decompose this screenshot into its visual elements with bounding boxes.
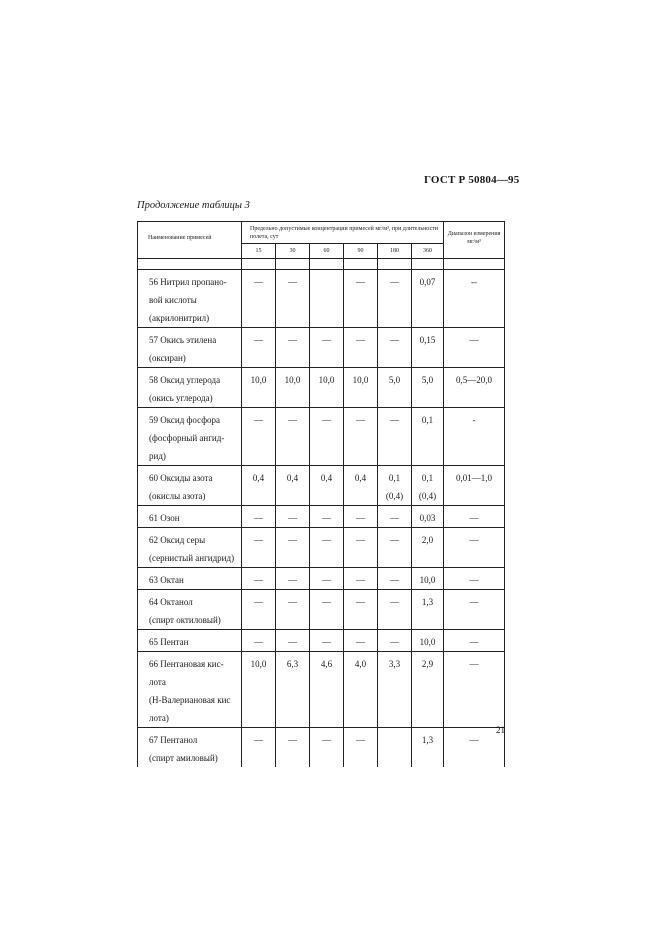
concentration-cell xyxy=(276,328,310,368)
concentration-cell xyxy=(378,270,412,328)
impurity-name-line: 58 Оксид углерода xyxy=(149,375,221,385)
document-code: ГОСТ Р 50804—95 xyxy=(424,174,520,186)
concentration-value: 0,1 xyxy=(421,415,434,425)
range-value: - xyxy=(472,415,476,425)
range-value: — xyxy=(469,597,479,607)
concentration-cell xyxy=(344,466,378,506)
concentration-cell xyxy=(276,630,310,652)
concentration-cell xyxy=(242,466,276,506)
concentration-cell xyxy=(276,652,310,728)
table-row xyxy=(138,328,505,368)
concentration-value: 0,4 xyxy=(252,473,265,483)
concentration-value: — xyxy=(288,637,297,647)
impurity-name-line: 57 Окись этилена xyxy=(149,335,217,345)
concentration-value: — xyxy=(356,735,365,745)
range-value: — xyxy=(469,659,479,669)
range-value: — xyxy=(469,735,479,745)
impurity-name-cell xyxy=(138,630,242,652)
concentration-value: — xyxy=(288,575,297,585)
impurity-name-cell xyxy=(138,652,242,728)
concentration-cell xyxy=(344,528,378,568)
concentration-cell xyxy=(242,652,276,728)
day-header: 60 xyxy=(310,244,344,259)
impurity-name-line: рид) xyxy=(149,451,166,461)
concentration-cell xyxy=(242,528,276,568)
concentration-value: — xyxy=(390,637,399,647)
concentration-cell xyxy=(378,506,412,528)
concentration-value: 1,3 xyxy=(421,735,434,745)
impurity-name-line: 66 Пентановая кис- xyxy=(149,659,224,669)
concentration-cell xyxy=(378,328,412,368)
concentration-value: — xyxy=(390,513,399,523)
table-row xyxy=(138,368,505,408)
concentration-cell xyxy=(310,368,344,408)
concentration-value: 0,15 xyxy=(419,335,436,345)
concentration-cell xyxy=(310,328,344,368)
concentration-cell xyxy=(242,590,276,630)
range-cell xyxy=(444,528,505,568)
concentration-value: — xyxy=(390,575,399,585)
table-row xyxy=(138,728,505,768)
impurity-name-line: 60 Оксиды азота xyxy=(149,473,213,483)
impurity-name-line: 56 Нитрил пропано- xyxy=(149,277,227,287)
range-value: — xyxy=(469,513,479,523)
concentration-value: 5,0 xyxy=(388,375,401,385)
concentration-value: — xyxy=(288,415,297,425)
concentration-cell xyxy=(310,728,344,768)
concentration-cell xyxy=(242,328,276,368)
concentration-cell xyxy=(378,630,412,652)
impurity-name-line: (оксиран) xyxy=(149,353,186,363)
concentration-cell xyxy=(310,270,344,328)
table-row xyxy=(138,466,505,506)
range-cell xyxy=(444,506,505,528)
concentration-cell xyxy=(276,728,310,768)
concentration-value: — xyxy=(356,415,365,425)
range-cell xyxy=(444,652,505,728)
concentration-cell xyxy=(276,568,310,590)
impurity-name-cell xyxy=(138,328,242,368)
table-row xyxy=(138,506,505,528)
impurity-name-line: (фосфорный ангид- xyxy=(149,433,225,443)
table-body xyxy=(138,259,505,768)
impurity-name-line: 65 Пентан xyxy=(149,637,189,647)
range-value: — xyxy=(469,535,479,545)
concentration-value: 0,1 xyxy=(388,473,401,483)
impurity-name-line: лота) xyxy=(149,713,169,723)
concentration-value: — xyxy=(322,415,331,425)
concentration-value: 10,0 xyxy=(419,575,436,585)
concentration-cell xyxy=(412,368,444,408)
day-header: 180 xyxy=(378,244,412,259)
impurity-name-line: лота xyxy=(149,677,166,687)
concentration-cell xyxy=(412,590,444,630)
concentration-value: — xyxy=(322,575,331,585)
concentration-cell xyxy=(310,568,344,590)
concentration-cell xyxy=(242,568,276,590)
impurity-name-cell xyxy=(138,466,242,506)
concentration-cell xyxy=(242,368,276,408)
concentration-value: — xyxy=(390,597,399,607)
table-row xyxy=(138,568,505,590)
concentration-cell xyxy=(310,630,344,652)
impurity-name-cell xyxy=(138,408,242,466)
concentration-value: 0,07 xyxy=(419,277,436,287)
range-cell xyxy=(444,630,505,652)
impurity-name-line: 62 Оксид серы xyxy=(149,535,206,545)
concentration-value: — xyxy=(288,535,297,545)
concentration-cell xyxy=(310,408,344,466)
concentration-value: 10,0 xyxy=(419,637,436,647)
day-header: 15 xyxy=(242,244,276,259)
spacer-row xyxy=(138,259,505,270)
range-value: 0,01—1,0 xyxy=(456,473,493,483)
range-column-header: Диапазон измерения мг/м³ xyxy=(444,222,505,259)
range-cell xyxy=(444,408,505,466)
concentration-value: — xyxy=(288,735,297,745)
concentration-cell xyxy=(412,568,444,590)
range-value: — xyxy=(469,335,479,345)
table-row xyxy=(138,270,505,328)
table-row xyxy=(138,590,505,630)
concentration-value: 10,0 xyxy=(318,375,335,385)
concentration-value: — xyxy=(254,277,263,287)
concentration-value: — xyxy=(390,335,399,345)
impurity-name-line: 59 Оксид фосфора xyxy=(149,415,221,425)
concentration-cell xyxy=(378,528,412,568)
concentration-value xyxy=(310,273,343,291)
concentration-cell xyxy=(310,466,344,506)
concentration-value: — xyxy=(390,535,399,545)
impurity-name-line: 63 Октан xyxy=(149,575,184,585)
day-header: 30 xyxy=(276,244,310,259)
concentration-value: — xyxy=(254,597,263,607)
concentration-value: — xyxy=(322,597,331,607)
concentration-cell xyxy=(378,590,412,630)
concentration-cell xyxy=(310,506,344,528)
concentration-cell xyxy=(310,590,344,630)
concentration-cell xyxy=(412,652,444,728)
concentration-cell xyxy=(242,630,276,652)
impurity-name-cell xyxy=(138,506,242,528)
concentration-value: 10,0 xyxy=(284,375,301,385)
concentration-value: — xyxy=(390,415,399,425)
concentration-cell xyxy=(412,528,444,568)
concentration-cell xyxy=(344,568,378,590)
concentration-value: — xyxy=(254,575,263,585)
range-cell xyxy=(444,270,505,328)
concentration-value: — xyxy=(356,637,365,647)
impurity-name-line: (акрилонитрил) xyxy=(149,313,210,323)
concentration-value: — xyxy=(356,597,365,607)
concentration-value: — xyxy=(288,335,297,345)
range-cell xyxy=(444,466,505,506)
concentration-value: 1,3 xyxy=(421,597,434,607)
concentration-value: — xyxy=(356,277,365,287)
concentration-cell xyxy=(344,590,378,630)
concentration-value: — xyxy=(254,335,263,345)
range-value: — xyxy=(469,575,479,585)
impurity-name-cell xyxy=(138,568,242,590)
concentration-value: 0,03 xyxy=(419,513,436,523)
concentration-cell xyxy=(276,408,310,466)
impurity-name-cell xyxy=(138,528,242,568)
concentration-cell xyxy=(412,506,444,528)
concentration-value: 5,0 xyxy=(421,375,434,385)
concentration-cell xyxy=(276,528,310,568)
impurity-name-line: (спирт октиловый) xyxy=(149,615,221,625)
concentration-cell xyxy=(378,568,412,590)
concentration-value: 4,0 xyxy=(354,659,367,669)
concentration-value: 10,0 xyxy=(352,375,369,385)
concentration-value: — xyxy=(254,513,263,523)
name-column-header: Наименование примесей xyxy=(138,222,242,259)
concentration-cell xyxy=(344,328,378,368)
concentration-group-header: Предельно допустимые концентрации примесей мг/м³, при длительности полета, сут xyxy=(242,222,444,244)
concentration-value xyxy=(378,731,411,749)
concentration-cell xyxy=(378,652,412,728)
concentration-value: — xyxy=(322,637,331,647)
day-header: 360 xyxy=(412,244,444,259)
range-cell xyxy=(444,368,505,408)
impurity-name-line: (окись углерода) xyxy=(149,393,213,403)
table-caption: Продолжение таблицы 3 xyxy=(137,200,250,211)
concentration-value: — xyxy=(356,575,365,585)
concentration-value: (0,4) xyxy=(418,491,437,501)
concentration-value: 0,4 xyxy=(286,473,299,483)
concentration-cell xyxy=(412,466,444,506)
concentration-cell xyxy=(378,408,412,466)
impurities-table xyxy=(137,221,505,767)
concentration-cell xyxy=(242,408,276,466)
concentration-cell xyxy=(344,368,378,408)
concentration-cell xyxy=(276,466,310,506)
concentration-value: — xyxy=(254,535,263,545)
concentration-cell xyxy=(344,408,378,466)
concentration-cell xyxy=(344,728,378,768)
range-cell xyxy=(444,568,505,590)
page-number: 21 xyxy=(496,725,505,735)
concentration-value: — xyxy=(254,415,263,425)
concentration-cell xyxy=(344,630,378,652)
concentration-cell xyxy=(242,728,276,768)
concentration-value: 6,3 xyxy=(286,659,299,669)
concentration-value: — xyxy=(322,535,331,545)
concentration-cell xyxy=(378,728,412,768)
concentration-value: 10,0 xyxy=(250,375,267,385)
table-row xyxy=(138,408,505,466)
impurity-name-cell xyxy=(138,728,242,768)
concentration-value: — xyxy=(390,277,399,287)
impurity-name-line: 67 Пентанол xyxy=(149,735,198,745)
concentration-cell xyxy=(378,368,412,408)
impurity-name-line: (Н-Валериановая кис xyxy=(149,695,231,705)
day-header: 90 xyxy=(344,244,378,259)
concentration-cell xyxy=(412,328,444,368)
impurity-name-line: (спирт амиловый) xyxy=(149,753,218,763)
concentration-value: 0,4 xyxy=(354,473,367,483)
concentration-value: — xyxy=(322,335,331,345)
concentration-cell xyxy=(276,270,310,328)
concentration-value: — xyxy=(356,513,365,523)
concentration-value: 0,1 xyxy=(421,473,434,483)
concentration-cell xyxy=(412,270,444,328)
impurity-name-line: (окислы азота) xyxy=(149,491,206,501)
range-cell xyxy=(444,590,505,630)
concentration-value: (0,4) xyxy=(385,491,404,501)
concentration-cell xyxy=(242,506,276,528)
concentration-value: 2,9 xyxy=(421,659,434,669)
concentration-value: — xyxy=(254,735,263,745)
concentration-value: 4,6 xyxy=(320,659,333,669)
range-value: -- xyxy=(471,277,478,287)
concentration-value: 0,4 xyxy=(320,473,333,483)
concentration-cell xyxy=(412,630,444,652)
concentration-cell xyxy=(242,270,276,328)
concentration-cell xyxy=(412,728,444,768)
concentration-cell xyxy=(276,506,310,528)
concentration-cell xyxy=(378,466,412,506)
concentration-value: 3,3 xyxy=(388,659,401,669)
impurity-name-line: 61 Озон xyxy=(149,513,180,523)
concentration-cell xyxy=(310,528,344,568)
table-row xyxy=(138,652,505,728)
concentration-cell xyxy=(344,652,378,728)
impurity-name-cell xyxy=(138,368,242,408)
concentration-cell xyxy=(310,652,344,728)
table-row xyxy=(138,528,505,568)
concentration-cell xyxy=(344,506,378,528)
concentration-value: — xyxy=(356,335,365,345)
impurity-name-line: вой кислоты xyxy=(149,295,197,305)
concentration-value: — xyxy=(322,513,331,523)
impurity-name-line: 64 Октанол xyxy=(149,597,193,607)
concentration-value: — xyxy=(322,735,331,745)
table-row xyxy=(138,630,505,652)
range-value: 0,5—20,0 xyxy=(456,375,493,385)
impurity-name-cell xyxy=(138,590,242,630)
concentration-cell xyxy=(412,408,444,466)
concentration-value: — xyxy=(356,535,365,545)
concentration-value: — xyxy=(288,277,297,287)
concentration-value: — xyxy=(288,513,297,523)
range-cell xyxy=(444,328,505,368)
concentration-value: 10,0 xyxy=(250,659,267,669)
concentration-cell xyxy=(344,270,378,328)
range-value: — xyxy=(469,637,479,647)
concentration-value: — xyxy=(254,637,263,647)
impurity-name-line: (сернистый ангидрид) xyxy=(149,553,235,563)
concentration-cell xyxy=(276,590,310,630)
concentration-value: 2,0 xyxy=(421,535,434,545)
impurity-name-cell xyxy=(138,270,242,328)
concentration-cell xyxy=(276,368,310,408)
concentration-value: — xyxy=(288,597,297,607)
